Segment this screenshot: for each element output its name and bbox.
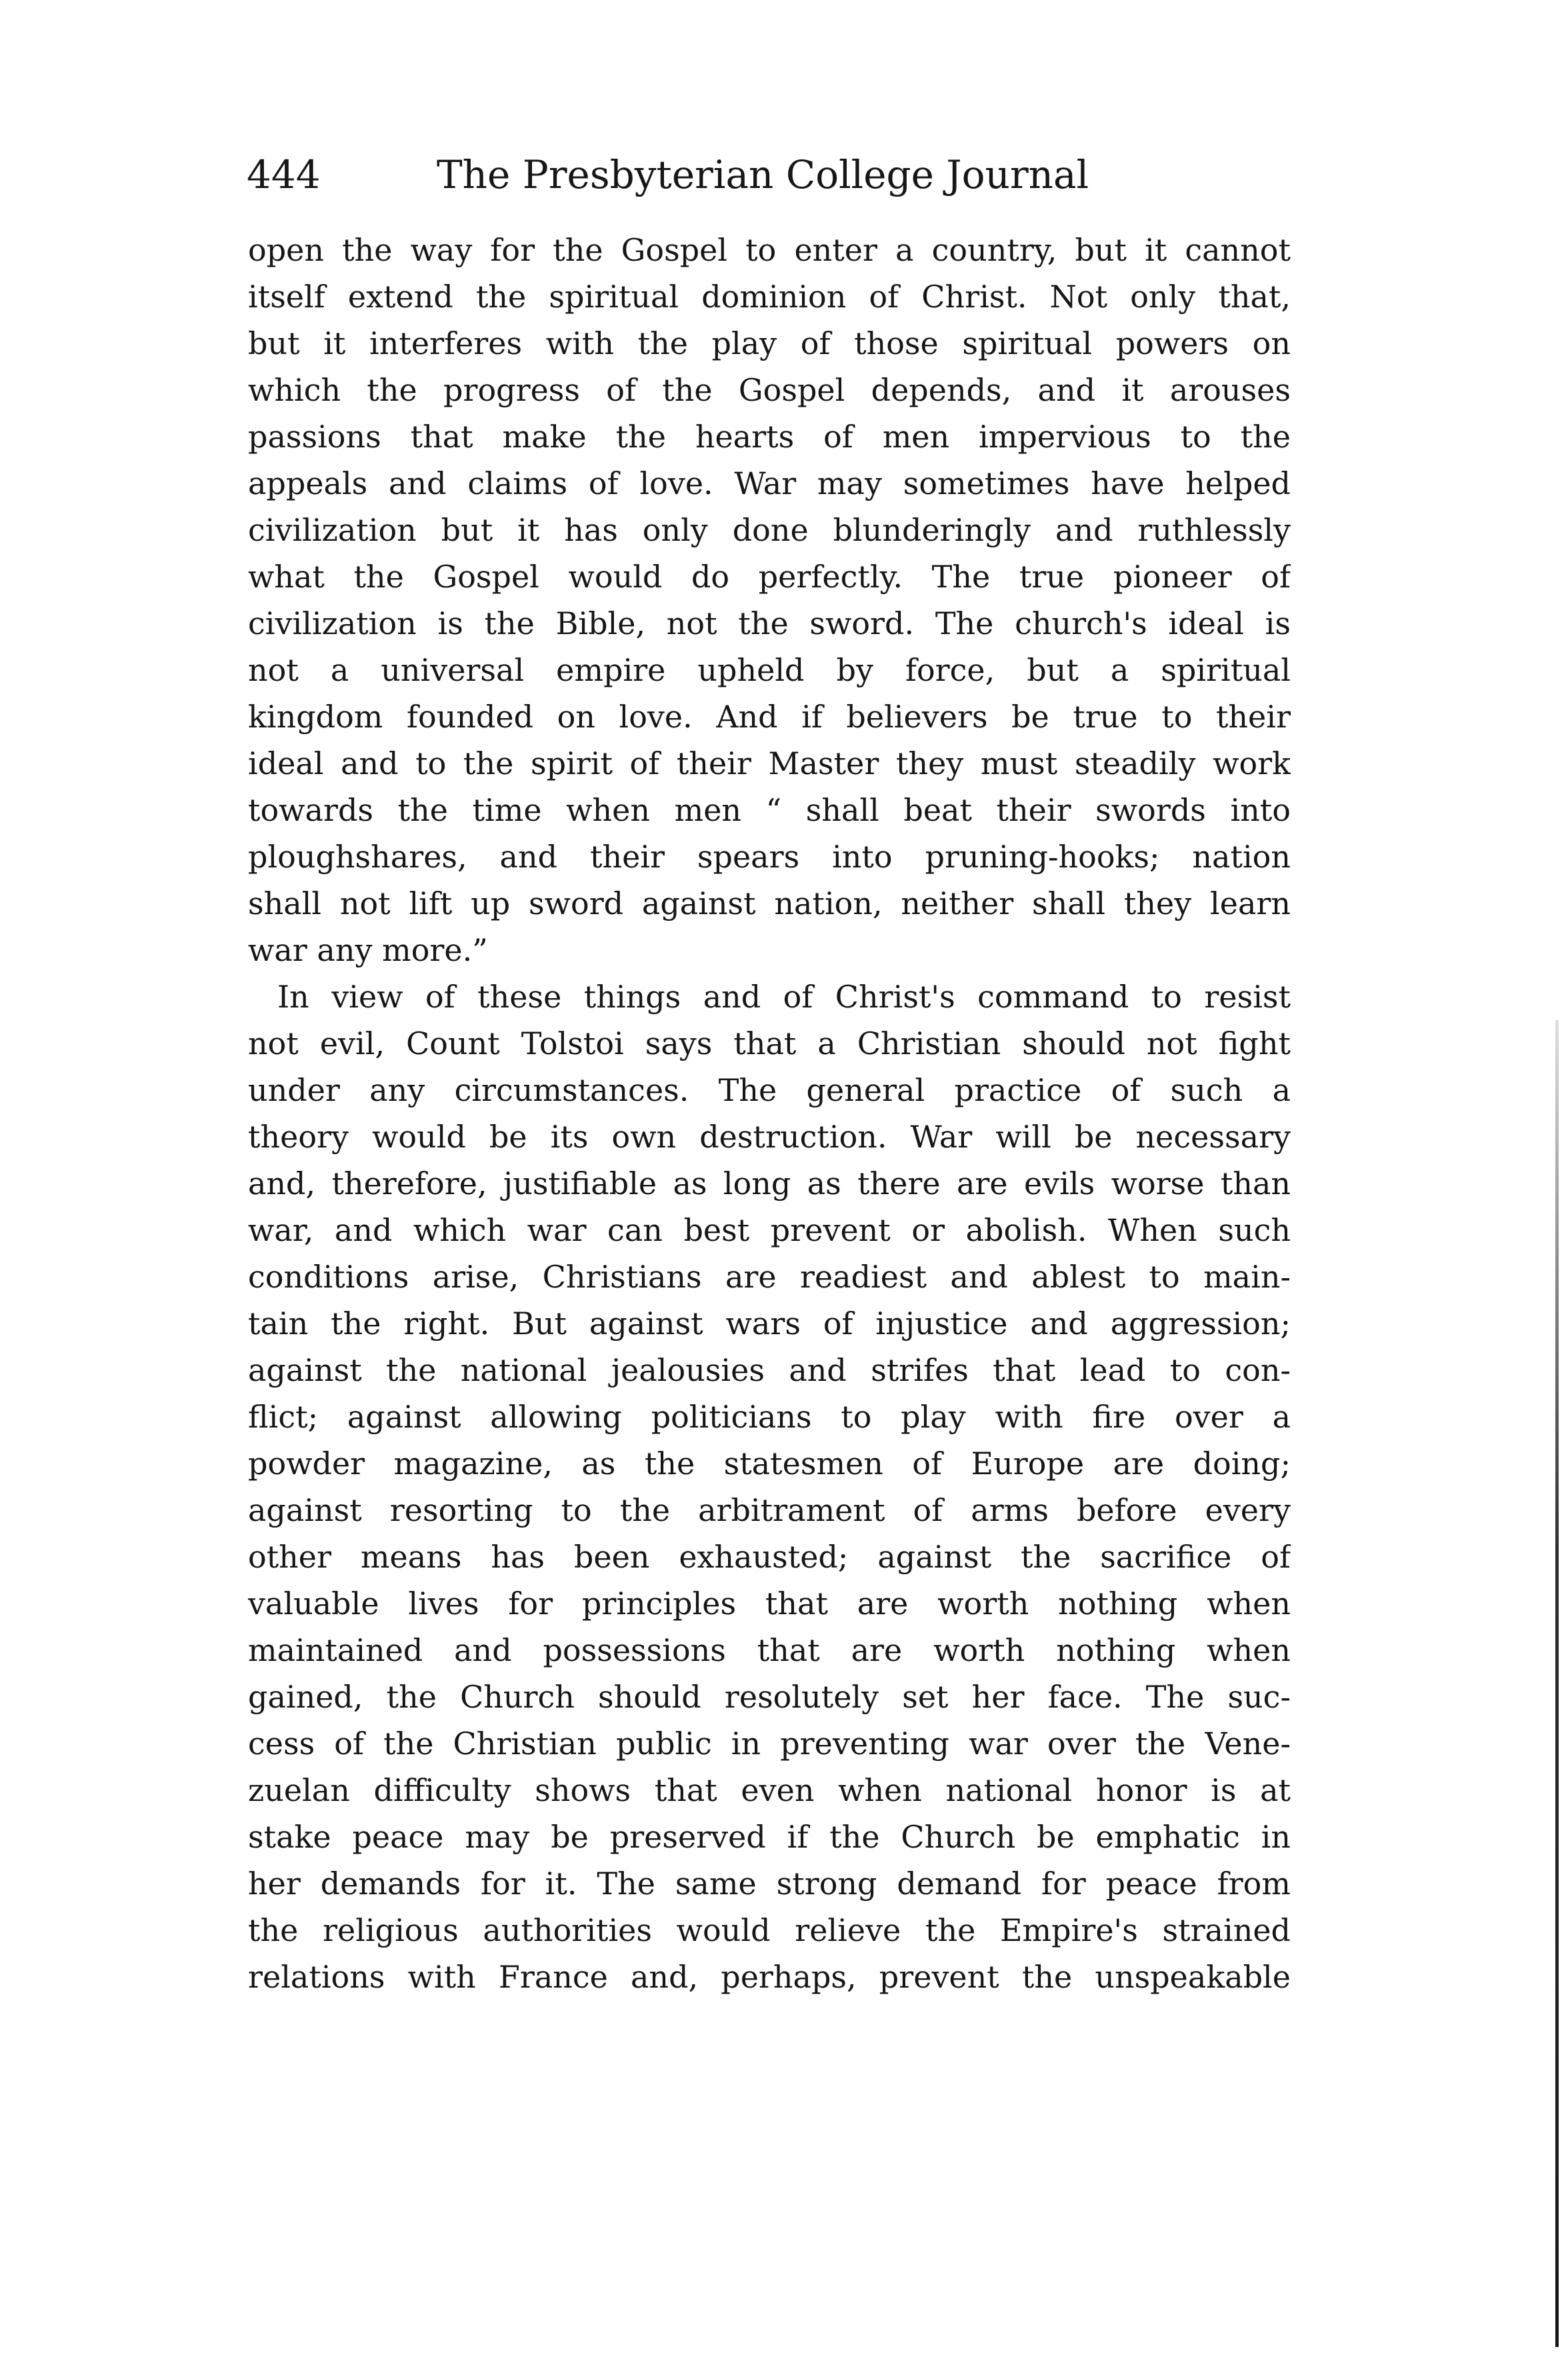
text-line: shall not lift up sword against nation, neither shall they learn bbox=[248, 885, 1291, 921]
body-text bbox=[248, 227, 1291, 2000]
text-line: relations with France and, perhaps, prevent the unspeakable bbox=[248, 1959, 1291, 1995]
text-line: against resorting to the arbitrament of arms before every bbox=[248, 1492, 1291, 1528]
scan-edge-shadow bbox=[1555, 1020, 1559, 2347]
text-line: her demands for it. The same strong demand for peace from bbox=[248, 1866, 1291, 1902]
text-line: civilization but it has only done blunderingly and ruthlessly bbox=[248, 512, 1291, 548]
text-line: war, and which war can best prevent or abolish. When such bbox=[248, 1212, 1291, 1248]
text-line: kingdom founded on love. And if believers be true to their bbox=[248, 699, 1291, 735]
text-line: maintained and possessions that are worth nothing when bbox=[248, 1632, 1291, 1668]
text-line: ideal and to the spirit of their Master they must steadily work bbox=[248, 745, 1291, 781]
text-line: not evil, Count Tolstoi says that a Christian should not fight bbox=[248, 1025, 1291, 1061]
text-line: what the Gospel would do perfectly. The true pioneer of bbox=[248, 559, 1291, 595]
text-line: stake peace may be preserved if the Church be emphatic in bbox=[248, 1819, 1291, 1855]
text-line: powder magazine, as the statesmen of Europe are doing; bbox=[248, 1446, 1291, 1482]
running-header bbox=[247, 148, 1113, 201]
text-line: valuable lives for principles that are worth nothing when bbox=[248, 1586, 1291, 1622]
paragraph-2 bbox=[248, 973, 1291, 2000]
text-line: under any circumstances. The general practice of such a bbox=[248, 1072, 1291, 1108]
text-line: conditions arise, Christians are readiest and ablest to main- bbox=[248, 1259, 1291, 1295]
text-line: passions that make the hearts of men impervious to the bbox=[248, 419, 1291, 455]
text-line: cess of the Christian public in preventing war over the Vene- bbox=[248, 1726, 1291, 1762]
text-line: and, therefore, justifiable as long as there are evils worse than bbox=[248, 1165, 1291, 1202]
text-line: theory would be its own destruction. War will be necessary bbox=[248, 1119, 1291, 1155]
text-line: but it interferes with the play of those spiritual powers on bbox=[248, 325, 1291, 361]
text-line: the religious authorities would relieve the Empire's strained bbox=[248, 1912, 1291, 1948]
text-line: In view of these things and of Christ's command to resist bbox=[277, 979, 1291, 1015]
text-line: flict; against allowing politicians to play with fire over a bbox=[248, 1399, 1291, 1435]
text-line: which the progress of the Gospel depends, and it arouses bbox=[248, 372, 1291, 408]
journal-title: The Presbyterian College Journal bbox=[437, 152, 1089, 197]
text-line: appeals and claims of love. War may sometimes have helped bbox=[248, 465, 1291, 501]
text-line: against the national jealousies and strifes that lead to con- bbox=[248, 1352, 1291, 1388]
text-line: gained, the Church should resolutely set her face. The suc- bbox=[248, 1679, 1291, 1715]
text-line: itself extend the spiritual dominion of Christ. Not only that, bbox=[248, 279, 1291, 315]
paragraph-1 bbox=[248, 227, 1291, 973]
text-line: zuelan difficulty shows that even when national honor is at bbox=[248, 1772, 1291, 1808]
text-line: towards the time when men “ shall beat their swords into bbox=[248, 792, 1291, 828]
text-line: civilization is the Bible, not the sword. The church's ideal is bbox=[248, 605, 1291, 641]
text-line: open the way for the Gospel to enter a country, but it cannot bbox=[248, 232, 1291, 268]
text-line: other means has been exhausted; against the sacrifice of bbox=[248, 1539, 1291, 1575]
page-number: 444 bbox=[247, 152, 321, 197]
text-line: tain the right. But against wars of injustice and aggression; bbox=[248, 1306, 1291, 1342]
text-line: not a universal empire upheld by force, but a spiritual bbox=[248, 652, 1291, 688]
text-line: ploughshares, and their spears into pruning-hooks; nation bbox=[248, 839, 1291, 875]
text-line: war any more.” bbox=[248, 932, 488, 968]
